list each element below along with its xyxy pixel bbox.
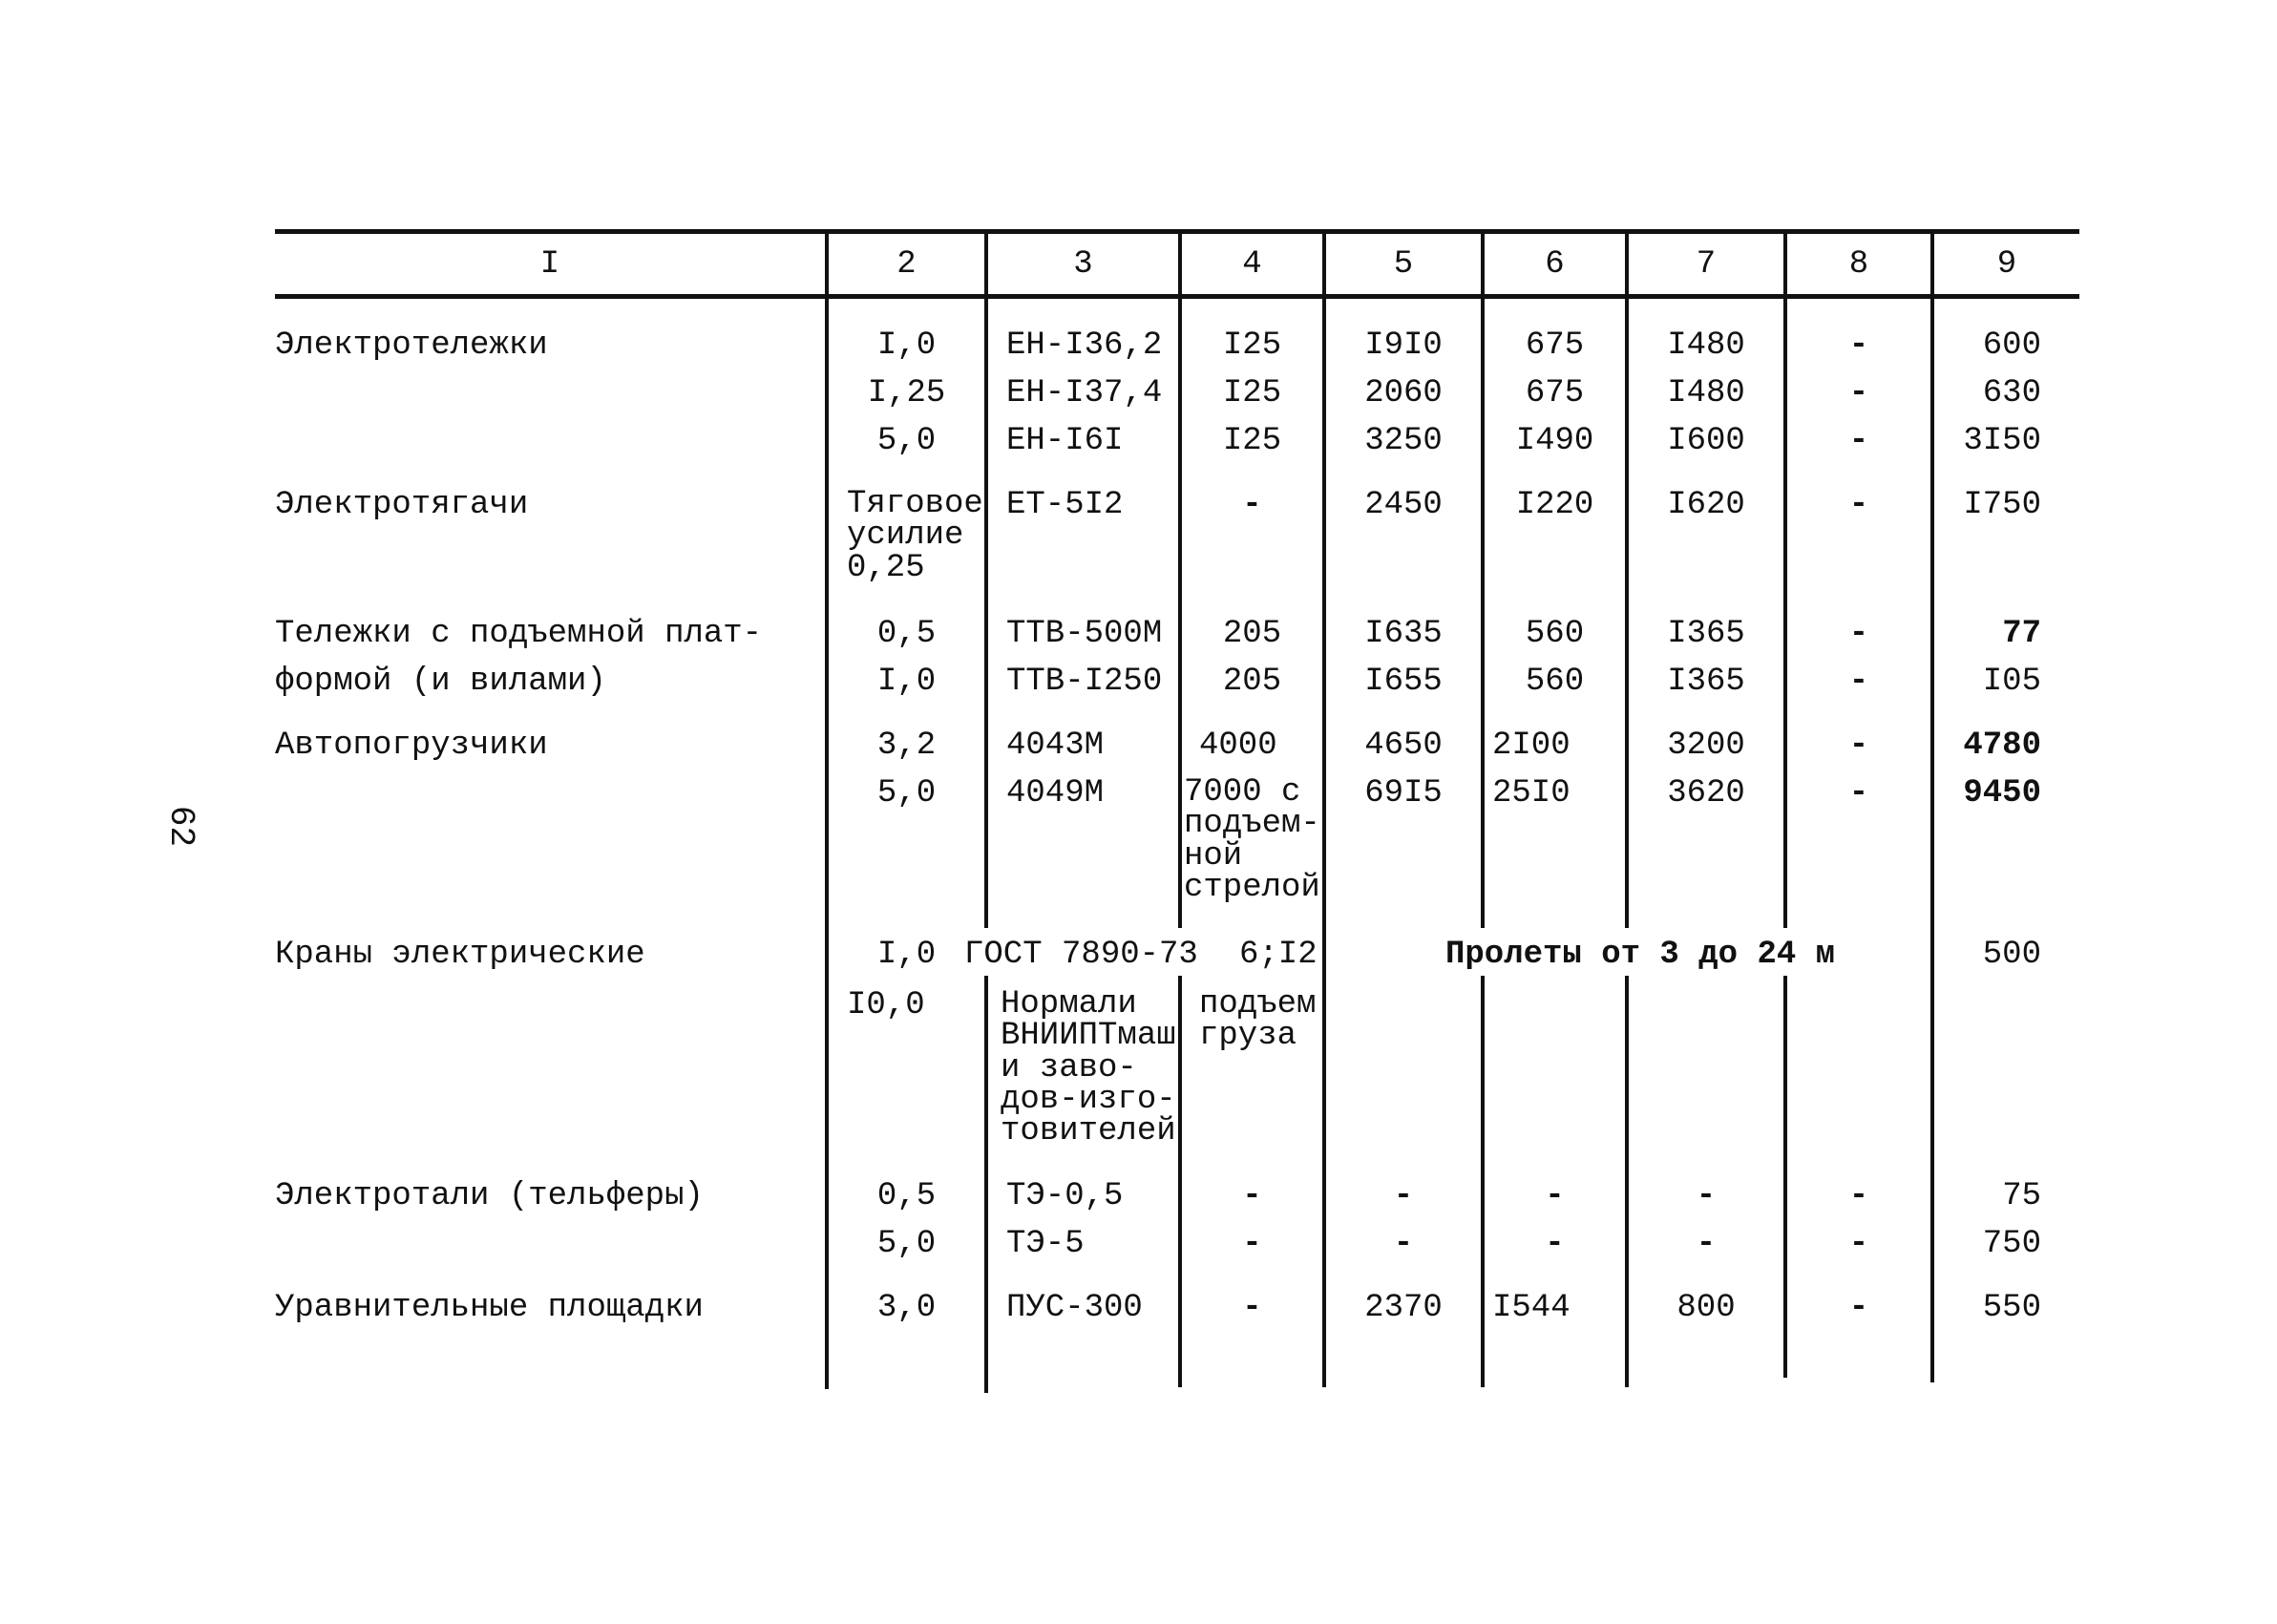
table-cell: 0,5 xyxy=(876,1178,937,1214)
table-cell: I,0 xyxy=(876,937,937,973)
table-cell: 2370 xyxy=(1364,1290,1443,1326)
table-cell: - xyxy=(1848,1226,1869,1262)
table-row-name: Тележки с подъемной плат- xyxy=(275,616,763,652)
table-cell: 2I00 xyxy=(1492,728,1571,764)
table-cell: - xyxy=(1848,487,1869,523)
table-cell: I,0 xyxy=(876,327,937,364)
table-row-name: Краны электрические xyxy=(275,937,645,973)
table-cell: 4000 xyxy=(1199,728,1277,764)
table-cell: I655 xyxy=(1364,664,1443,700)
table-cell: 3,0 xyxy=(876,1290,937,1326)
table-cell: I635 xyxy=(1364,616,1443,652)
table-cell: 0,5 xyxy=(876,616,937,652)
table-cell: 25I0 xyxy=(1492,775,1571,812)
table-cell: 205 xyxy=(1222,664,1282,700)
table-row-name: Электротали (тельферы) xyxy=(275,1178,704,1214)
table-cell: I25 xyxy=(1222,375,1282,411)
table-cell: - xyxy=(1848,423,1869,459)
table-cell: EH-I6I xyxy=(1006,423,1124,459)
column-header: 9 xyxy=(1996,246,2017,283)
column-header: I xyxy=(539,246,560,283)
table-cell: ET-5I2 xyxy=(1006,487,1124,523)
table-row-name: Электротягачи xyxy=(275,487,529,523)
table-cell: ГОСТ 7890-73 xyxy=(964,937,1198,973)
table-cell: - xyxy=(1696,1178,1717,1214)
table-cell: I220 xyxy=(1515,487,1594,523)
table-cell: ПУС-300 xyxy=(1006,1290,1143,1326)
table-cell: EH-I37,4 xyxy=(1006,375,1163,411)
table-cell: 5,0 xyxy=(876,1226,937,1262)
table-cell: 4780 xyxy=(1963,728,2041,764)
header-bottom-rule xyxy=(275,294,2079,299)
table-cell: - xyxy=(1242,1290,1262,1326)
table-cell: 75 xyxy=(2002,1178,2041,1214)
table-cell: Нормали ВНИИПТмаш и заво- дов-изго- товителей xyxy=(1001,986,1176,1150)
table-row-name: Уравнительные площадки xyxy=(275,1290,704,1326)
table-row-name: Автопогрузчики xyxy=(275,728,548,764)
column-header: 5 xyxy=(1393,246,1414,283)
table-cell: подъем груза xyxy=(1199,986,1317,1055)
table-cell: - xyxy=(1848,327,1869,364)
table-cell: - xyxy=(1848,375,1869,411)
table-cell: I,0 xyxy=(876,664,937,700)
table-row-name: Электротележки xyxy=(275,327,548,364)
table-cell: I25 xyxy=(1222,327,1282,364)
table-cell: - xyxy=(1848,664,1869,700)
table-cell: - xyxy=(1393,1226,1414,1262)
table-cell: 7000 с подъем- ной стрелой xyxy=(1184,774,1320,906)
table-cell: 800 xyxy=(1676,1290,1736,1326)
table-cell: 3I50 xyxy=(1963,423,2041,459)
table-cell: 77 xyxy=(2002,616,2041,652)
table-cell: - xyxy=(1848,1290,1869,1326)
table-cell: 5,0 xyxy=(876,423,937,459)
column-divider xyxy=(984,232,988,1393)
table-cell: TTB-I250 xyxy=(1006,664,1163,700)
table-cell: 3620 xyxy=(1667,775,1745,812)
table-cell: - xyxy=(1848,775,1869,812)
table-cell: 560 xyxy=(1525,616,1585,652)
table-cell: I544 xyxy=(1492,1290,1571,1326)
table-cell: 2450 xyxy=(1364,487,1443,523)
table-cell: 675 xyxy=(1525,327,1585,364)
table-cell: 69I5 xyxy=(1364,775,1443,812)
table-row-name: формой (и вилами) xyxy=(275,664,606,700)
table-cell: 4043M xyxy=(1006,728,1105,764)
table-cell: 2060 xyxy=(1364,375,1443,411)
table-cell: 4650 xyxy=(1364,728,1443,764)
table-cell: 4049M xyxy=(1006,775,1105,812)
table-cell: - xyxy=(1696,1226,1717,1262)
table-cell: EH-I36,2 xyxy=(1006,327,1163,364)
column-header: 2 xyxy=(896,246,917,283)
table-cell: 5,0 xyxy=(876,775,937,812)
table-cell: - xyxy=(1393,1178,1414,1214)
column-header: 4 xyxy=(1242,246,1262,283)
table-cell: I0,0 xyxy=(847,987,925,1023)
table-cell: ТЭ-5 xyxy=(1006,1226,1085,1262)
column-header: 8 xyxy=(1848,246,1869,283)
table-cell: 675 xyxy=(1525,375,1585,411)
table-cell: - xyxy=(1848,728,1869,764)
table-cell: - xyxy=(1242,1178,1262,1214)
table-cell: 205 xyxy=(1222,616,1282,652)
table-cell: I620 xyxy=(1667,487,1745,523)
table-cell: - xyxy=(1242,487,1262,523)
table-cell: I480 xyxy=(1667,327,1745,364)
table-cell: I750 xyxy=(1963,487,2041,523)
table-cell: 630 xyxy=(1982,375,2041,411)
table-cell: TTB-500M xyxy=(1006,616,1163,652)
table-cell: 750 xyxy=(1982,1226,2041,1262)
table-cell: - xyxy=(1848,616,1869,652)
table-cell: 560 xyxy=(1525,664,1585,700)
table-cell: ТЭ-0,5 xyxy=(1006,1178,1124,1214)
table-cell: 550 xyxy=(1982,1290,2041,1326)
table-cell: I9I0 xyxy=(1364,327,1443,364)
table-cell: - xyxy=(1242,1226,1262,1262)
table-cell: - xyxy=(1848,1178,1869,1214)
table-cell: 3,2 xyxy=(876,728,937,764)
table-cell: - xyxy=(1545,1178,1565,1214)
column-header: 3 xyxy=(1073,246,1093,283)
table-top-rule xyxy=(275,229,2079,234)
merged-span-cell: Пролеты от 3 до 24 м xyxy=(1445,937,1836,973)
table-cell: I365 xyxy=(1667,664,1745,700)
table-cell: I490 xyxy=(1515,423,1594,459)
column-header: 7 xyxy=(1696,246,1717,283)
table-cell: I,25 xyxy=(867,375,946,411)
table-cell: 9450 xyxy=(1963,775,2041,812)
table-cell: 600 xyxy=(1982,327,2041,364)
table-cell: I25 xyxy=(1222,423,1282,459)
table-cell: I365 xyxy=(1667,616,1745,652)
table-cell: 500 xyxy=(1982,937,2041,973)
table-cell: 6;I2 xyxy=(1239,937,1318,973)
table-cell: - xyxy=(1545,1226,1565,1262)
table-cell: 3250 xyxy=(1364,423,1443,459)
table-cell: I05 xyxy=(1982,664,2041,700)
page-number: 62 xyxy=(161,805,201,848)
column-header: 6 xyxy=(1545,246,1565,283)
table-cell: I480 xyxy=(1667,375,1745,411)
table-cell: I600 xyxy=(1667,423,1745,459)
table-cell: 3200 xyxy=(1667,728,1745,764)
table-cell: Тяговое усилие 0,25 xyxy=(847,486,983,586)
